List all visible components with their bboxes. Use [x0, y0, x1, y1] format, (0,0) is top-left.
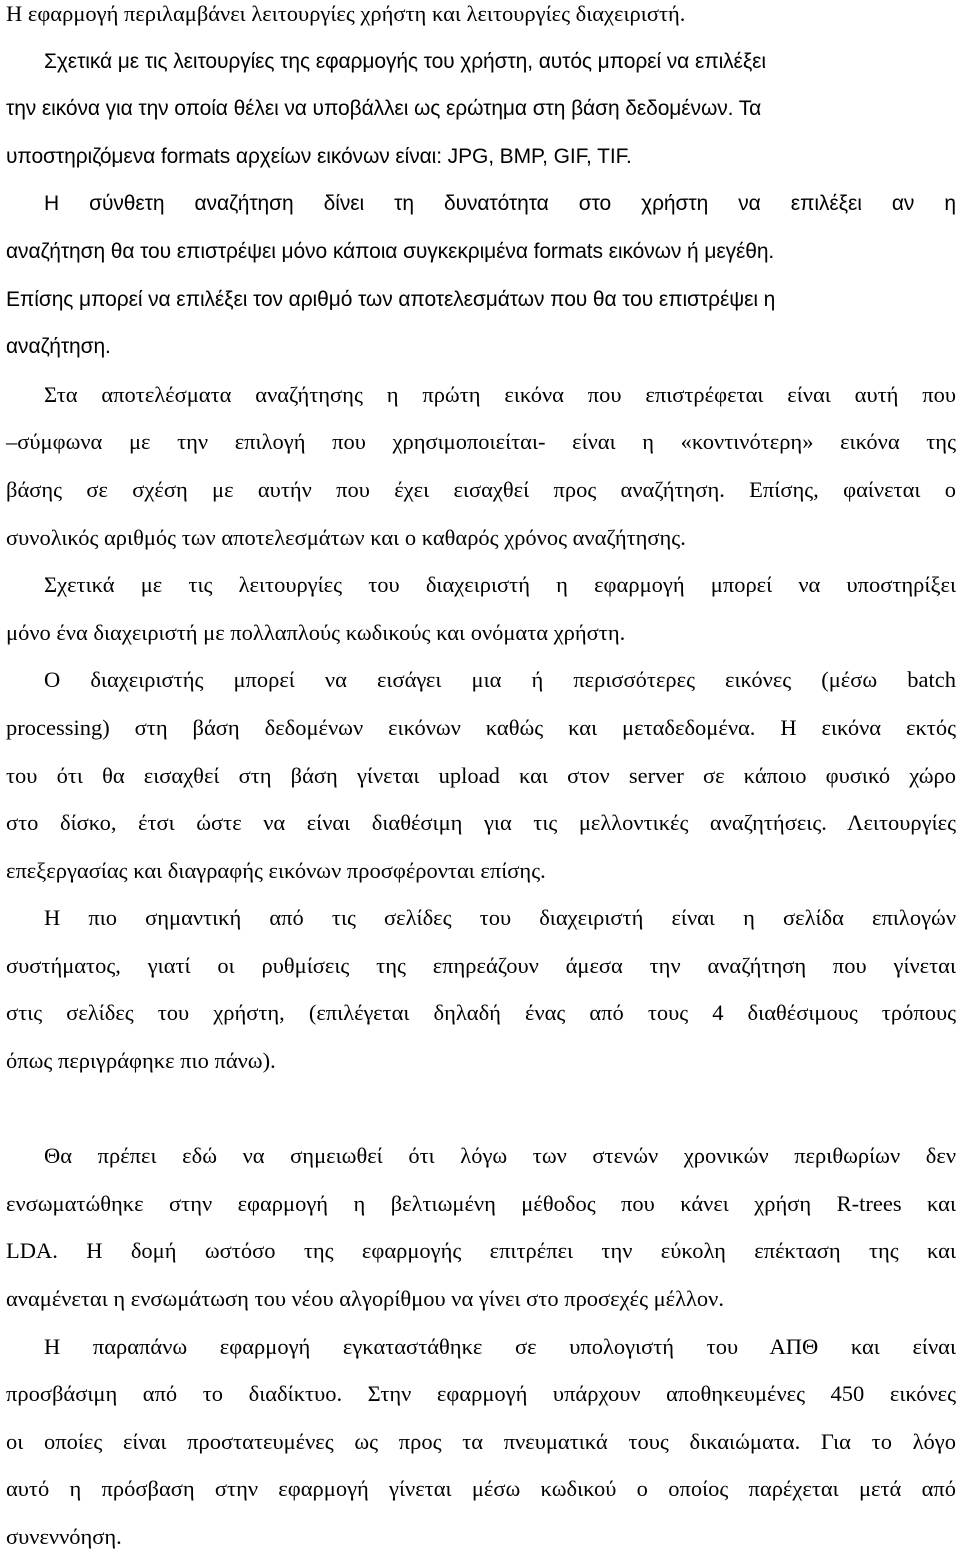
text-line: Η πιο σημαντική από τις σελίδες του διαχειριστή είναι η σελίδα επιλογών	[44, 905, 956, 931]
text-line: συστήματος, γιατί οι ρυθμίσεις της επηρεάζουν άμεσα την αναζήτηση που γίνεται	[6, 952, 956, 978]
text-line: Η εφαρμογή περιλαμβάνει λειτουργίες χρήστη και λειτουργίες διαχειριστή.	[6, 1, 686, 26]
text-line: Θα πρέπει εδώ να σημειωθεί ότι λόγω των στενών χρονικών περιθωρίων δεν	[44, 1143, 956, 1169]
text-line: επεξεργασίας και διαγραφής εικόνων προσφέρονται επίσης.	[6, 857, 546, 883]
document-page	[6, 0, 956, 1561]
text-line: Ο διαχειριστής μπορεί να εισάγει μια ή περισσότερες εικόνες (μέσω batch	[44, 667, 956, 693]
text-line: του ότι θα εισαχθεί στη βάση γίνεται upload και στον server σε κάποιο φυσικό χώρο	[6, 762, 956, 788]
text-line: –σύμφωνα με την επιλογή που χρησιμοποιείται- είναι η «κοντινότερη» εικόνα της	[6, 429, 956, 455]
text-line: αναζήτηση θα του επιστρέψει μόνο κάποια συγκεκριμένα formats εικόνων ή μεγέθη.	[6, 239, 775, 263]
text-line: Η παραπάνω εφαρμογή εγκαταστάθηκε σε υπολογιστή του ΑΠΘ και είναι	[44, 1333, 956, 1359]
text-line: στο δίσκο, έτσι ώστε να είναι διαθέσιμη για τις μελλοντικές αναζητήσεις. Λειτουργίες	[6, 810, 956, 836]
text-line: Η σύνθετη αναζήτηση δίνει τη δυνατότητα στο χρήστη να επιλέξει αν η	[44, 192, 956, 216]
text-line: Στα αποτελέσματα αναζήτησης η πρώτη εικόνα που επιστρέφεται είναι αυτή που	[44, 381, 956, 407]
text-line: processing) στη βάση δεδομένων εικόνων καθώς και μεταδεδομένα. Η εικόνα εκτός	[6, 714, 956, 740]
text-line: αναμένεται η ενσωμάτωση του νέου αλγορίθμου να γίνει στο προσεχές μέλλον.	[6, 1286, 724, 1312]
text-line: μόνο ένα διαχειριστή με πολλαπλούς κωδικούς και ονόματα χρήστη.	[6, 619, 626, 645]
text-line: Επίσης μπορεί να επιλέξει τον αριθμό των αποτελεσμάτων που θα του επιστρέψει η	[6, 287, 776, 311]
text-line: την εικόνα για την οποία θέλει να υποβάλλει ως ερώτημα στη βάση δεδομένων. Τα	[6, 97, 762, 121]
text-line: στις σελίδες του χρήστη, (επιλέγεται δηλαδή ένας από τους 4 διαθέσιμους τρόπους	[6, 1000, 956, 1026]
text-line: Σχετικά με τις λειτουργίες της εφαρμογής του χρήστη, αυτός μπορεί να επιλέξει	[44, 49, 766, 73]
text-line: Σχετικά με τις λειτουργίες του διαχειριστή η εφαρμογή μπορεί να υποστηρίξει	[44, 572, 956, 598]
text-line: αυτό η πρόσβαση στην εφαρμογή γίνεται μέσω κωδικού ο οποίος παρέχεται μετά από	[6, 1476, 956, 1502]
text-line: LDA. Η δομή ωστόσο της εφαρμογής επιτρέπει την εύκολη επέκταση της και	[6, 1238, 956, 1264]
text-line: συνεννόηση.	[6, 1524, 122, 1549]
text-line: ενσωματώθηκε στην εφαρμογή η βελτιωμένη μέθοδος που κάνει χρήση R-trees και	[6, 1190, 956, 1216]
text-line: βάσης σε σχέση με αυτήν που έχει εισαχθεί προς αναζήτηση. Επίσης, φαίνεται ο	[6, 476, 956, 502]
text-line: αναζήτηση.	[6, 335, 111, 359]
text-line: όπως περιγράφηκε πιο πάνω).	[6, 1048, 276, 1074]
text-line: συνολικός αριθμός των αποτελεσμάτων και ο καθαρός χρόνος αναζήτησης.	[6, 524, 686, 550]
text-line: υποστηριζόμενα formats αρχείων εικόνων είναι: JPG, BMP, GIF, TIF.	[6, 144, 632, 168]
text-line: οι οποίες είναι προστατευμένες ως προς τα πνευματικά τους δικαιώματα. Για το λόγο	[6, 1428, 956, 1454]
text-line: προσβάσιμη από το διαδίκτυο. Στην εφαρμογή υπάρχουν αποθηκευμένες 450 εικόνες	[6, 1381, 956, 1407]
paragraph-gap	[6, 1085, 956, 1133]
